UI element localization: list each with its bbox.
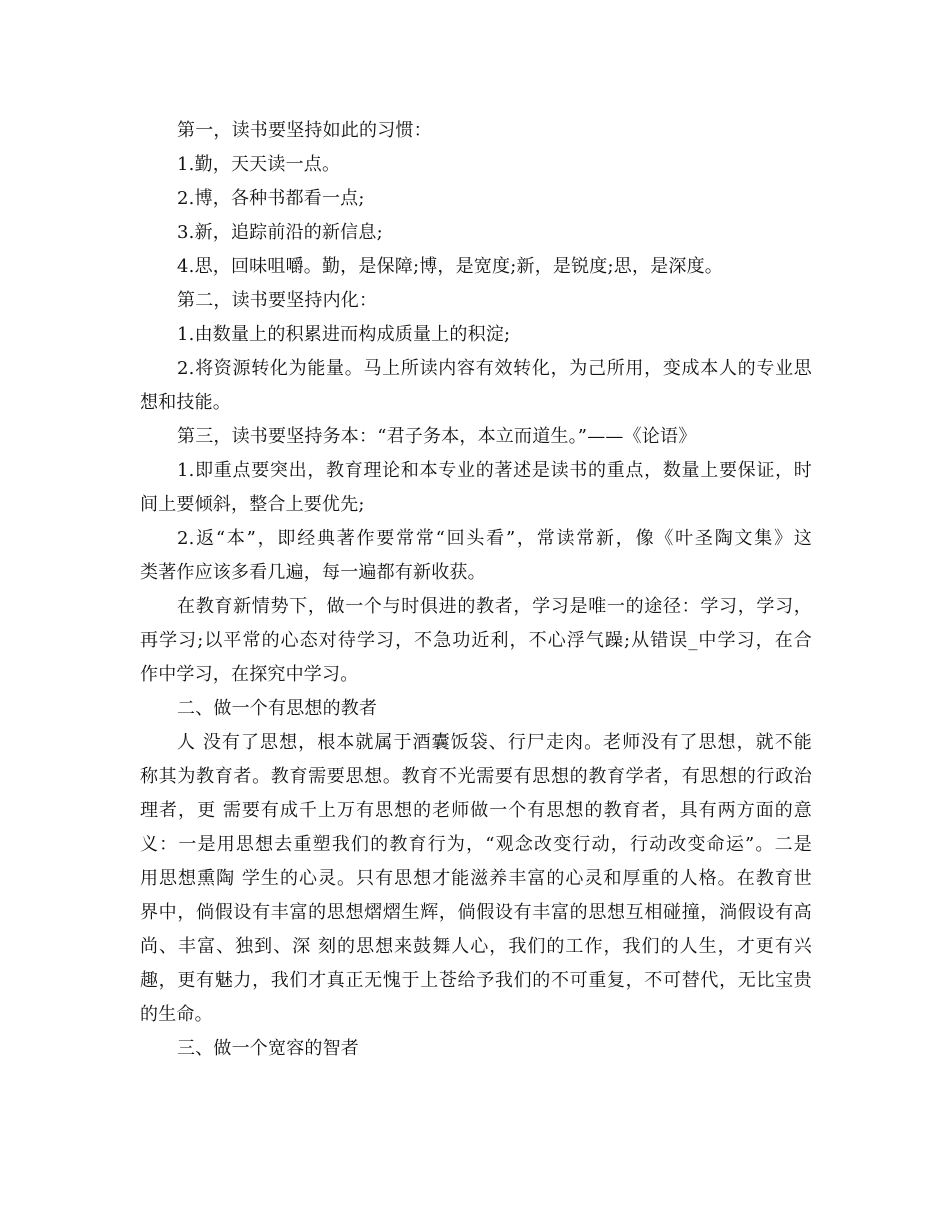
paragraph-line: 趣，更有魅力，我们才真正无愧于上苍给予我们的不可重复，不可替代，无比宝贵 xyxy=(140,970,812,991)
paragraph-line: 的生命。 xyxy=(140,1004,213,1025)
section-heading: 二、做一个有思想的教者 xyxy=(177,698,378,719)
list-item: 3.新，追踪前沿的新信息; xyxy=(177,222,383,243)
paragraph-line: 作中学习，在探究中学习。 xyxy=(140,664,359,685)
paragraph-line: 义：一是用思想去重塑我们的教育行为，“观念改变行动，行动改变命运”。二是 xyxy=(140,834,812,855)
paragraph-line: 第三，读书要坚持务本：“君子务本，本立而道生。”——《论语》 xyxy=(177,426,697,447)
paragraph-line: 间上要倾斜，整合上要优先; xyxy=(140,494,365,515)
list-item: 1.即重点要突出，教育理论和本专业的著述是读书的重点，数量上要保证，时 xyxy=(177,460,812,481)
paragraph-line: 理者，更 需要有成千上万有思想的老师做一个有思想的教育者，具有两方面的意 xyxy=(140,800,812,821)
paragraph-line: 界中，倘假设有丰富的思想熠熠生辉，倘假设有丰富的思想互相碰撞，淌假设有高 xyxy=(140,902,812,923)
document-page xyxy=(140,114,812,1066)
paragraph-line: 在教育新情势下，做一个与时俱进的教者，学习是唯一的途径：学习，学习， xyxy=(177,596,812,617)
paragraph-line: 第一，读书要坚持如此的习惯： xyxy=(177,120,432,141)
paragraph-line: 第二，读书要坚持内化： xyxy=(177,290,378,311)
list-item: 2.博，各种书都看一点; xyxy=(177,188,365,209)
paragraph-line: 再学习;以平常的心态对待学习，不急功近利，不心浮气躁;从错误_中学习，在合 xyxy=(140,630,812,651)
paragraph-line: 称其为教育者。教育需要思想。教育不光需要有思想的教育学者，有思想的行政治 xyxy=(140,766,812,787)
paragraph-line: 尚、丰富、独到、深 刻的思想来鼓舞人心，我们的工作，我们的人生，才更有兴 xyxy=(140,936,812,957)
list-item: 1.由数量上的积累进而构成质量上的积淀; xyxy=(177,324,511,345)
section-heading: 三、做一个宽容的智者 xyxy=(177,1038,359,1059)
list-item: 4.思，回味咀嚼。勤，是保障;博，是宽度;新，是锐度;思，是深度。 xyxy=(177,256,723,277)
paragraph-line: 用思想熏陶 学生的心灵。只有思想才能滋养丰富的心灵和厚重的人格。在教育世 xyxy=(140,868,812,889)
paragraph-line: 类著作应该多看几遍，每一遍都有新收获。 xyxy=(140,562,486,583)
list-item: 1.勤，天天读一点。 xyxy=(177,154,341,175)
list-item: 2.将资源转化为能量。马上所读内容有效转化，为己所用，变成本人的专业思 xyxy=(177,358,812,379)
list-item: 2.返“本”，即经典著作要常常“回头看”，常读常新，像《叶圣陶文集》这 xyxy=(177,528,812,549)
paragraph-line: 人 没有了思想，根本就属于酒囊饭袋、行尸走肉。老师没有了思想，就不能 xyxy=(177,732,812,753)
paragraph-line: 想和技能。 xyxy=(140,392,231,413)
